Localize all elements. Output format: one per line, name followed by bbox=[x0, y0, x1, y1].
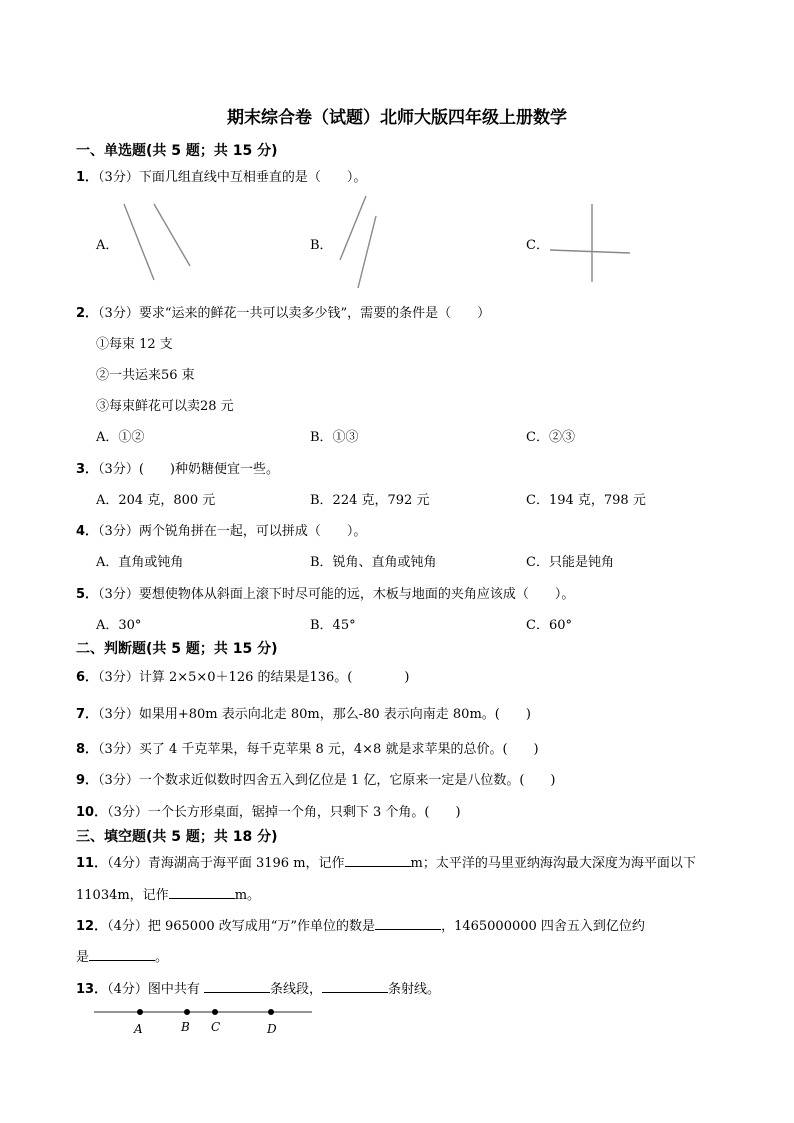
section-heading-true-false: 二、判断题(共 5 题；共 15 分) bbox=[76, 641, 278, 657]
question-text: （3分）要求“运来的鲜花一共可以卖多少钱”，需要的条件是（ ） bbox=[98, 306, 491, 321]
question-8 bbox=[76, 738, 539, 757]
figure-number-line bbox=[92, 1004, 316, 1020]
answer-blank[interactable] bbox=[169, 886, 235, 899]
question-text: m。 bbox=[234, 888, 261, 903]
option-a: A．①② bbox=[96, 430, 145, 445]
question-number: 1． bbox=[76, 170, 99, 185]
option-c: C．只能是钝角 bbox=[526, 555, 614, 570]
option-a: A．直角或钝角 bbox=[96, 555, 184, 570]
question-12 bbox=[76, 915, 645, 934]
option-a: A．30° bbox=[96, 618, 142, 633]
question-number: 4． bbox=[76, 524, 99, 539]
question-7 bbox=[76, 703, 531, 722]
answer-blank[interactable] bbox=[204, 980, 270, 993]
question-text: （3分）下面几组直线中互相垂直的是（ ）。 bbox=[98, 170, 367, 185]
question-text: （3分）要想使物体从斜面上滚下时尽可能的远，木板与地面的夹角应该成（ ）。 bbox=[98, 587, 575, 602]
option-b: B．锐角、直角或钝角 bbox=[310, 555, 437, 570]
question-number: 3． bbox=[76, 462, 99, 477]
question-text: （4分）把 965000 改写成用“万”作单位的数是 bbox=[107, 919, 376, 934]
question-number: 7． bbox=[76, 707, 99, 722]
question-text: （3分）计算 2×5×0＋126 的结果是136。( ) bbox=[98, 670, 410, 685]
question-text: ，1465000000 四舍五入到亿位约 bbox=[441, 919, 645, 934]
answer-blank[interactable] bbox=[89, 948, 155, 961]
section-heading-fill-in: 三、填空题(共 5 题；共 18 分) bbox=[76, 829, 278, 845]
point-d-dot bbox=[268, 1009, 274, 1015]
question-text: 条线段， bbox=[270, 982, 323, 997]
question-number: 6． bbox=[76, 670, 99, 685]
option-c: C．194 克，798 元 bbox=[526, 493, 646, 508]
question-number: 10． bbox=[76, 805, 108, 820]
question-number: 5． bbox=[76, 587, 99, 602]
question-text: （3分）一个数求近似数时四舍五入到亿位是 1 亿，它原来一定是八位数。( ) bbox=[98, 773, 556, 788]
condition-3: ③每束鲜花可以卖28 元 bbox=[96, 399, 234, 414]
option-a: A．204 克，800 元 bbox=[96, 493, 216, 508]
question-text: （4分）青海湖高于海平面 3196 m，记作 bbox=[107, 856, 345, 871]
question-text: （3分）两个锐角拼在一起，可以拼成（ ）。 bbox=[98, 524, 367, 539]
question-text: 条射线。 bbox=[388, 982, 441, 997]
point-c-dot bbox=[212, 1009, 218, 1015]
question-11-continued bbox=[76, 884, 260, 903]
question-4 bbox=[76, 520, 366, 539]
question-number: 9． bbox=[76, 773, 99, 788]
point-a-dot bbox=[137, 1009, 143, 1015]
figure-parallel-lines-a bbox=[118, 200, 198, 284]
figure-perpendicular-lines-c bbox=[546, 200, 636, 286]
answer-blank[interactable] bbox=[322, 980, 388, 993]
question-2 bbox=[76, 302, 490, 321]
question-text: （3分）如果用+80m 表示向北走 80m，那么-80 表示向南走 80m。( ) bbox=[98, 707, 531, 722]
option-b: B．①③ bbox=[310, 430, 359, 445]
question-text: 11034m，记作 bbox=[76, 888, 169, 903]
question-number: 8． bbox=[76, 742, 99, 757]
question-number: 2． bbox=[76, 306, 99, 321]
question-number: 13． bbox=[76, 982, 108, 997]
option-b: B．45° bbox=[310, 618, 356, 633]
condition-2: ②一共运来56 束 bbox=[96, 368, 195, 383]
answer-blank[interactable] bbox=[345, 854, 411, 867]
question-13 bbox=[76, 978, 440, 997]
point-label-a: A bbox=[134, 1022, 143, 1036]
question-text: （3分）买了 4 千克苹果，每千克苹果 8 元，4×8 就是求苹果的总价。( ) bbox=[98, 742, 539, 757]
option-c: C．②③ bbox=[526, 430, 575, 445]
question-text: 。 bbox=[155, 950, 169, 965]
question-text: （3分）( )种奶糖便宜一些。 bbox=[98, 462, 279, 477]
point-b-dot bbox=[184, 1009, 190, 1015]
option-c-label: C． bbox=[526, 238, 549, 253]
page-title: 期末综合卷（试题）北师大版四年级上册数学 bbox=[227, 108, 567, 128]
question-text: （4分）图中共有 bbox=[107, 982, 204, 997]
condition-1: ①每束 12 支 bbox=[96, 337, 173, 352]
question-text: m；太平洋的马里亚纳海沟最大深度为海平面以下 bbox=[410, 856, 696, 871]
figure-parallel-lines-b bbox=[336, 192, 386, 292]
option-b: B．224 克，792 元 bbox=[310, 493, 430, 508]
option-b-label: B． bbox=[310, 238, 333, 253]
question-number: 12． bbox=[76, 919, 108, 934]
point-label-b: B bbox=[181, 1020, 190, 1034]
section-heading-single-choice: 一、单选题(共 5 题；共 15 分) bbox=[76, 143, 278, 159]
option-c: C．60° bbox=[526, 618, 572, 633]
question-text: （3分）一个长方形桌面，锯掉一个角，只剩下 3 个角。( ) bbox=[107, 805, 461, 820]
option-a-label: A． bbox=[96, 238, 119, 253]
question-9 bbox=[76, 769, 556, 788]
question-text: 是 bbox=[76, 950, 90, 965]
question-10 bbox=[76, 801, 461, 820]
question-11 bbox=[76, 852, 696, 871]
question-3 bbox=[76, 458, 279, 477]
point-label-c: C bbox=[211, 1020, 221, 1034]
question-number: 11． bbox=[76, 856, 108, 871]
question-6 bbox=[76, 666, 409, 685]
question-5 bbox=[76, 583, 574, 602]
question-12-continued bbox=[76, 946, 168, 965]
question-1 bbox=[76, 166, 366, 185]
answer-blank[interactable] bbox=[375, 917, 441, 930]
point-label-d: D bbox=[267, 1022, 277, 1036]
